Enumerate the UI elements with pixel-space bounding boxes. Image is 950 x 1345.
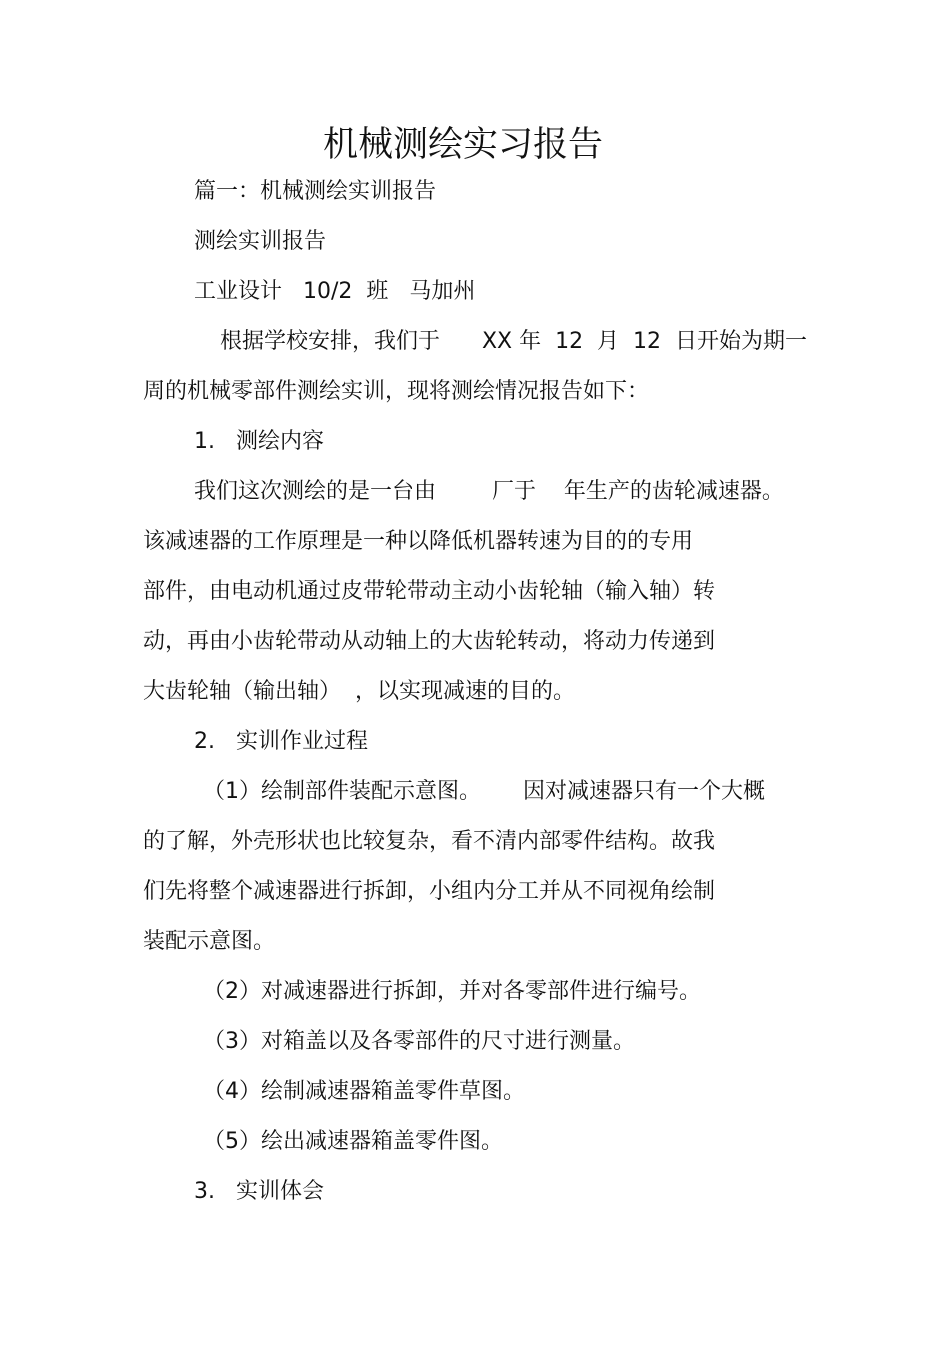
paragraph-line: 该减速器的工作原理是一种以降低机器转速为目的的专用: [143, 529, 694, 554]
numbered-heading: 2. 实训作业过程: [194, 729, 368, 754]
paragraph-line: 们先将整个减速器进行拆卸，小组内分工并从不同视角绘制: [143, 879, 716, 904]
list-item: （3）对箱盖以及各零部件的尺寸进行测量。: [203, 1029, 635, 1054]
paragraph-line: 部件，由电动机通过皮带轮带动主动小齿轮轴（输入轴）转: [143, 579, 716, 604]
paragraph-line: （1）绘制部件装配示意图。 因对减速器只有一个大概: [203, 779, 765, 804]
numbered-heading: 3. 实训体会: [194, 1179, 324, 1204]
report-subtitle: 测绘实训报告: [194, 229, 327, 254]
numbered-heading: 1. 测绘内容: [194, 429, 324, 454]
section-heading: 篇一：机械测绘实训报告: [194, 179, 437, 204]
list-item: （2）对减速器进行拆卸，并对各零部件进行编号。: [203, 979, 701, 1004]
paragraph-line: 周的机械零部件测绘实训，现将测绘情况报告如下：: [143, 379, 650, 404]
paragraph-line: 大齿轮轴（输出轴） ，以实现减速的目的。: [143, 679, 575, 704]
list-item: （5）绘出减速器箱盖零件图。: [203, 1129, 503, 1154]
paragraph-line: 的了解，外壳形状也比较复杂，看不清内部零件结构。故我: [143, 829, 716, 854]
author-line: 工业设计 10/2 班 马加州: [194, 279, 476, 304]
paragraph-line: 装配示意图。: [143, 929, 276, 954]
list-item: （4）绘制减速器箱盖零件草图。: [203, 1079, 525, 1104]
document-title: 机械测绘实习报告: [322, 125, 603, 165]
paragraph-line: 动，再由小齿轮带动从动轴上的大齿轮转动，将动力传递到: [143, 629, 716, 654]
paragraph-line: 根据学校安排，我们于 XX 年 12 月 12 日开始为期一: [220, 329, 808, 354]
paragraph-line: 我们这次测绘的是一台由 厂于 年生产的齿轮减速器。: [194, 479, 784, 504]
